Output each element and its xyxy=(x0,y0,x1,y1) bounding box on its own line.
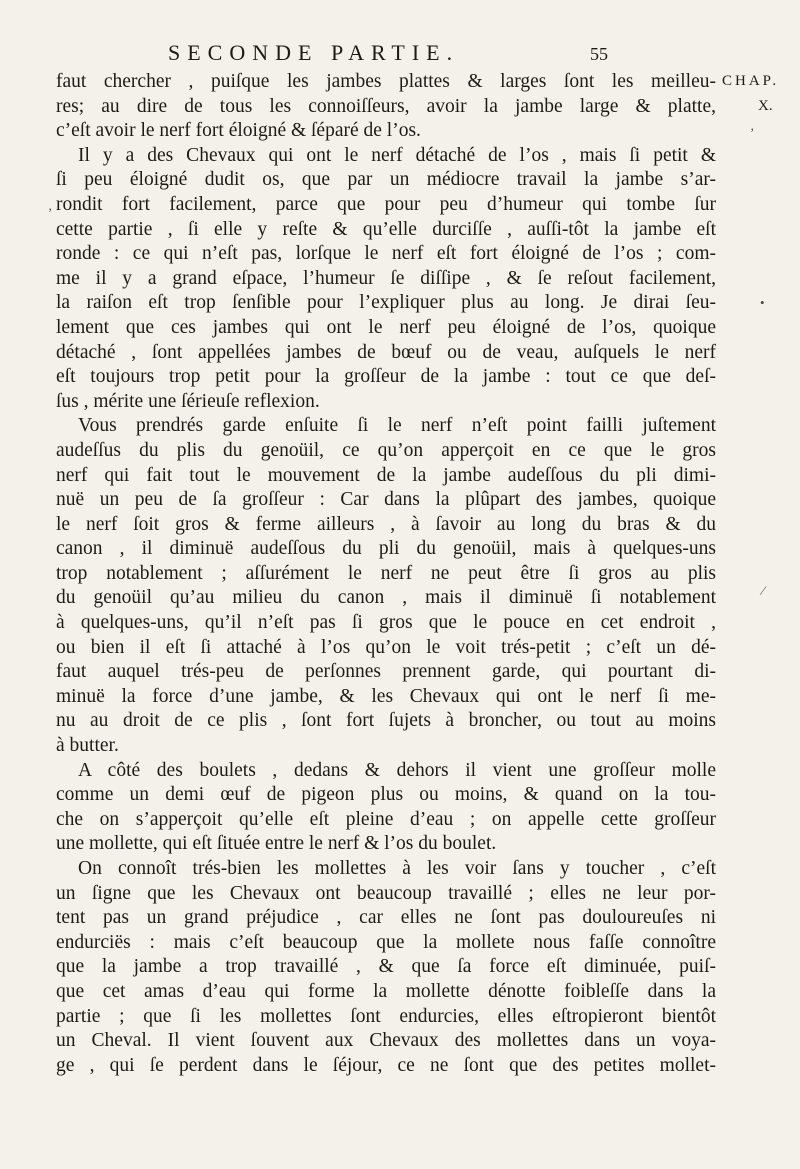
chapter-label: CHAP. xyxy=(722,73,780,89)
text-line: canon , il diminuë audeſſous du pli du genoüil, mais à quelques-uns xyxy=(56,538,716,560)
text-line: On connoît trés-bien les mollettes à les voir ſans y toucher , c’eſt xyxy=(78,858,716,879)
text-line: che on s’apperçoit qu’elle eſt pleine d’eau ; on appelle cette groſſeur xyxy=(56,808,716,830)
text-line: me il y a grand eſpace, l’humeur ſe diſſipe , & ſe reſout facilement, xyxy=(56,267,716,289)
text-line: endurciës : mais c’eſt beaucoup que la mollete nous faſſe connoître xyxy=(56,931,716,953)
text-line: à quelques-uns, qu’il n’eſt pas ſi gros que le pouce en cet endroit , xyxy=(56,612,716,634)
text-line: eſt toujours trop petit pour la groſſeur de la jambe : tout ce que deſ- xyxy=(56,366,716,388)
text-line: à butter. xyxy=(56,735,119,757)
margin-mark: ⁄ xyxy=(762,583,765,598)
text-line: une mollette, qui eſt ſituée entre le nerf & l’os du boulet. xyxy=(56,833,497,855)
text-line: minuë la force d’une jambe, & les Chevaux qui ont le nerf ſi me- xyxy=(56,685,716,707)
body-text xyxy=(56,70,716,1078)
text-line: nu au droit de ce plis , ſont fort ſujets à broncher, ou tout au moins xyxy=(56,710,716,732)
chapter-number: X. xyxy=(758,98,773,114)
page-number: 55 xyxy=(590,44,608,64)
text-line: ou bien il eſt ſi attaché à l’os qu’on le voit trés-petit ; c’eſt un dé- xyxy=(56,636,716,658)
text-line: ſus , mérite une ſérieuſe reflexion. xyxy=(56,390,320,412)
text-line: détaché , ſont appellées jambes de bœuf ou de veau, auſquels le nerf xyxy=(56,341,716,363)
text-line: le nerf ſoit gros & ferme ailleurs , à ſavoir au long du bras & du xyxy=(56,513,716,535)
text-line: la raiſon eſt trop ſenſible pour l’expliquer plus au long. Je dirai ſeu- xyxy=(56,292,716,314)
running-head: SECONDE PARTIE. xyxy=(168,40,460,65)
margin-mark: ’ xyxy=(48,205,53,220)
text-line: tent pas un grand préjudice , car elles ne ſont pas douloureuſes ni xyxy=(56,907,716,929)
text-line: trop notablement ; aſſurément le nerf ne peut être ſi gros au plis xyxy=(56,562,716,584)
text-line: ge , qui ſe perdent dans le ſéjour, ce ne ſont que des petites mollet- xyxy=(56,1054,716,1076)
text-line: ſi peu éloigné dudit os, que par un médiocre travail la jambe s’ar- xyxy=(56,169,716,191)
text-line: faut auquel trés-peu de perſonnes prennent garde, qui pourtant di- xyxy=(56,661,716,683)
text-line: ronde : ce qui n’eſt pas, lorſque le nerf eſt fort éloigné de l’os ; com- xyxy=(56,243,716,265)
text-line: Il y a des Chevaux qui ont le nerf détaché de l’os , mais ſi petit & xyxy=(78,144,716,166)
margin-mark: • xyxy=(760,295,765,310)
text-line: rondit fort facilement, parce que pour peu d’humeur qui tombe ſur xyxy=(56,193,716,215)
text-line: nerf qui fait tout le mouvement de la jambe audeſſous du pli dimi- xyxy=(56,464,716,486)
text-line: lement que ces jambes qui ont le nerf peu éloigné de l’os, quoique xyxy=(56,316,716,338)
text-line: audeſſus du plis du genoüil, ce qu’on apperçoit en ce que le gros xyxy=(56,439,716,461)
text-line: comme un demi œuf de pigeon plus ou moins, & quand on la tou- xyxy=(56,784,716,806)
text-line: un ſigne que les Chevaux ont beaucoup travaillé ; elles ne leur por- xyxy=(56,882,716,904)
text-line: c’eſt avoir le nerf fort éloigné & ſéparé de l’os. xyxy=(56,120,421,142)
text-line: nuë un peu de ſa groſſeur : Car dans la plûpart des jambes, quoique xyxy=(56,489,716,511)
text-line: un Cheval. Il vient ſouvent aux Chevaux des mollettes dans un voya- xyxy=(56,1030,716,1052)
text-line: partie ; que ſi les mollettes ſont endurcies, elles eſtropieront bientôt xyxy=(56,1005,716,1027)
text-line: que la jambe a trop travaillé , & que ſa force eſt diminuée, puiſ- xyxy=(56,956,716,978)
text-line: faut chercher , puiſque les jambes plattes & larges ſont les meilleu- xyxy=(56,71,716,92)
text-line: A côté des boulets , dedans & dehors il vient une groſſeur molle xyxy=(78,759,716,781)
text-line: Vous prendrés garde enſuite ſi le nerf n’eſt point failli juſtement xyxy=(78,415,716,437)
text-line: que cet amas d’eau qui forme la mollette dénotte foibleſſe dans la xyxy=(56,980,716,1002)
margin-mark: ’ xyxy=(750,125,755,140)
text-line: cette partie , ſi elle y reſte & qu’elle durciſſe , auſſi-tôt la jambe eſt xyxy=(56,218,716,240)
text-line: du genoüil qu’au milieu du canon , mais il diminuë ſi notablement xyxy=(56,587,716,609)
text-line: res; au dire de tous les connoiſſeurs, avoir la jambe large & platte, xyxy=(56,95,716,117)
